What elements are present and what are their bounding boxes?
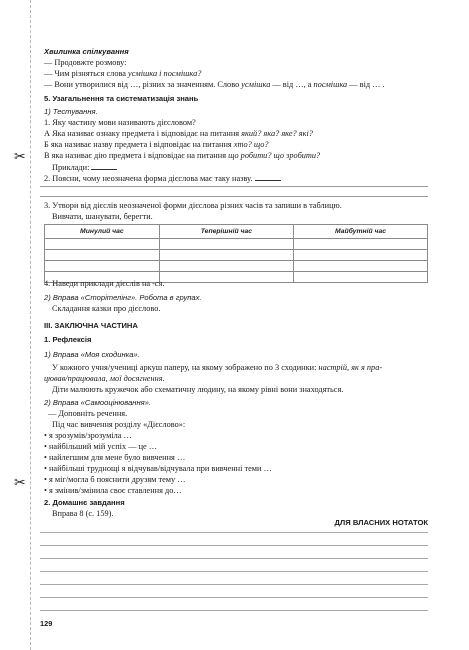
notes-line bbox=[40, 584, 428, 585]
notes-line bbox=[40, 571, 428, 572]
question: 1. Яку частину мови називають дієсловом? bbox=[44, 118, 196, 127]
text-line: Під час вивчення розділу «Дієслово»: bbox=[52, 420, 186, 429]
subheading: 1) Тестування. bbox=[44, 107, 98, 116]
text-line: — Вони утворилися від …, різних за значенням. Слово усмішка — від …, а посмішка — від … . bbox=[44, 80, 385, 89]
text-line: Складання казки про дієслово. bbox=[52, 304, 161, 313]
answer-option: В яка називає дію предмета і відповідає на питання що робити? що зробити? bbox=[44, 151, 321, 160]
notes-line bbox=[40, 532, 428, 533]
notes-line bbox=[40, 610, 428, 611]
subheading: 2) Вправа «Сторітелінг». Робота в групах. bbox=[44, 293, 202, 302]
text-line: — Доповніть речення. bbox=[48, 409, 128, 418]
subheading: 2) Вправа «Самооцінювання». bbox=[44, 398, 152, 407]
list-item: • найлегшим для мене було вивчення … bbox=[44, 453, 186, 462]
list-item: • найбільші труднощі я відчував/відчувала при вивченні теми … bbox=[44, 464, 272, 473]
table-row bbox=[45, 239, 428, 250]
page-number: 129 bbox=[40, 619, 53, 628]
question: 4. Наведи приклади дієслів на -ся. bbox=[44, 279, 165, 288]
list-item: • я міг/могла б пояснити друзям тему … bbox=[44, 475, 186, 484]
answer-option: А Яка називає ознаку предмета і відповідає на питання який? яка? яке? які? bbox=[44, 129, 313, 138]
answer-blank bbox=[91, 161, 117, 170]
notes-title: ДЛЯ ВЛАСНИХ НОТАТОК bbox=[334, 518, 428, 527]
scissors-icon: ✂ bbox=[14, 149, 26, 165]
subheading: 1) Вправа «Моя сходинка». bbox=[44, 350, 140, 359]
answer-blank bbox=[255, 172, 281, 181]
list-item: • я зрозумів/зрозуміла … bbox=[44, 431, 132, 440]
homework-text: Вправа 8 (с. 159). bbox=[52, 509, 114, 518]
cut-line bbox=[30, 0, 31, 650]
text-line: цював/працювала, мої досягнення. bbox=[44, 374, 165, 383]
section-heading: III. ЗАКЛЮЧНА ЧАСТИНА bbox=[44, 321, 138, 330]
examples-line: Приклади: bbox=[52, 161, 117, 173]
subheading: 2. Домашнє завдання bbox=[44, 498, 125, 507]
table-header: Теперішній час bbox=[159, 225, 293, 239]
text-line: — Продовжте розмову: bbox=[44, 58, 127, 67]
table-row bbox=[45, 250, 428, 261]
notes-line bbox=[40, 597, 428, 598]
text-line: У кожного учня/учениці аркуш паперу, на якому зображено по 3 сходинки: настрій, як я пра- bbox=[52, 363, 383, 372]
answer-option: Б яка називає назву предмета і відповідає на питання хто? що? bbox=[44, 140, 269, 149]
table-header: Майбутній час bbox=[294, 225, 428, 239]
question: 2. Поясни, чому неозначена форма дієслова має таку назву. bbox=[44, 172, 281, 184]
notes-line bbox=[40, 545, 428, 546]
text-line: Діти малюють кружечок або схематичну людину, на якому рівні вони знаходяться. bbox=[52, 385, 344, 394]
question: 3. Утвори від дієслів неозначеної форми дієслова різних часів та запиши в таблицю. bbox=[44, 201, 342, 210]
list-item: • я змінив/змінила своє ставлення до… bbox=[44, 486, 182, 495]
answer-line bbox=[40, 186, 428, 187]
tense-table bbox=[44, 224, 428, 283]
scissors-icon: ✂ bbox=[14, 475, 26, 491]
word-list: Вивчати, шанувати, берегти. bbox=[52, 212, 153, 221]
answer-line bbox=[40, 196, 428, 197]
section-title: Хвилинка спілкування bbox=[44, 47, 129, 56]
text-line: — Чим різняться слова усмішка і посмішка? bbox=[44, 69, 202, 78]
table-header: Минулий час bbox=[45, 225, 160, 239]
subheading: 1. Рефлексія bbox=[44, 335, 92, 344]
section-heading: 5. Узагальнення та систематизація знань bbox=[44, 94, 199, 103]
list-item: • найбільший мій успіх — це … bbox=[44, 442, 158, 451]
table-row bbox=[45, 261, 428, 272]
notes-line bbox=[40, 558, 428, 559]
